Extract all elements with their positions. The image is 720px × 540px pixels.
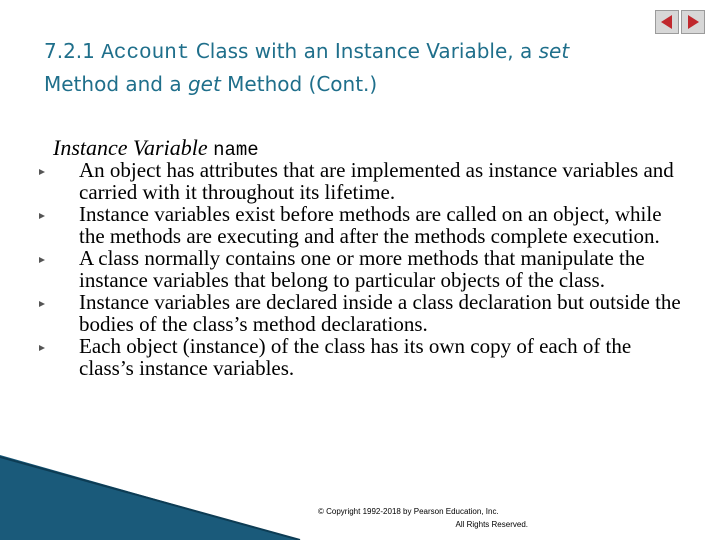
previous-slide-button[interactable] xyxy=(655,10,679,34)
section-heading-code: name xyxy=(213,139,259,161)
title-set-word: set xyxy=(538,39,570,63)
section-heading-label: Instance Variable xyxy=(53,135,214,160)
copyright-notice xyxy=(318,505,528,531)
bullet-text: An object has attributes that are implemented as instance variables and carried with it throughout its lifetime. xyxy=(79,158,674,204)
bullet-arrow-icon xyxy=(38,212,46,220)
title-line2-start: Method and a xyxy=(44,72,188,96)
bullet-text: Instance variables are declared inside a class declaration but outside the bodies of the class’s method declarations. xyxy=(79,290,681,336)
bullet-text: Instance variables exist before methods are called on an object, while the methods are executing and after the methods complete execution. xyxy=(79,202,662,248)
bullet-item xyxy=(38,335,688,379)
bullet-item xyxy=(38,247,688,291)
copyright-line-2: All Rights Reserved. xyxy=(455,520,528,529)
bullet-text: A class normally contains one or more methods that manipulate the instance variables that belong to particular objects of the class. xyxy=(79,246,645,292)
title-line2-end: Method (Cont.) xyxy=(220,72,378,96)
title-get-word: get xyxy=(187,72,221,96)
bullet-text: Each object (instance) of the class has its own copy of each of the class’s instance variables. xyxy=(79,334,632,380)
triangle-right-icon xyxy=(685,14,701,30)
triangle-left-icon xyxy=(659,14,675,30)
bullet-arrow-icon xyxy=(38,300,46,308)
bullet-list xyxy=(38,159,688,379)
slide-navigation xyxy=(655,10,705,34)
bullet-item xyxy=(38,159,688,203)
copyright-line-1: © Copyright 1992-2018 by Pearson Education, Inc. xyxy=(318,507,499,516)
bullet-item xyxy=(38,291,688,335)
title-prefix: 7.2.1 xyxy=(44,39,102,63)
title-class-name: Account xyxy=(101,42,190,65)
bullet-arrow-icon xyxy=(38,256,46,264)
title-middle: Class with an Instance Variable, a xyxy=(189,39,539,63)
bullet-arrow-icon xyxy=(38,344,46,352)
bullet-arrow-icon xyxy=(38,168,46,176)
bullet-item xyxy=(38,203,688,247)
next-slide-button[interactable] xyxy=(681,10,705,34)
slide-title xyxy=(44,36,654,99)
